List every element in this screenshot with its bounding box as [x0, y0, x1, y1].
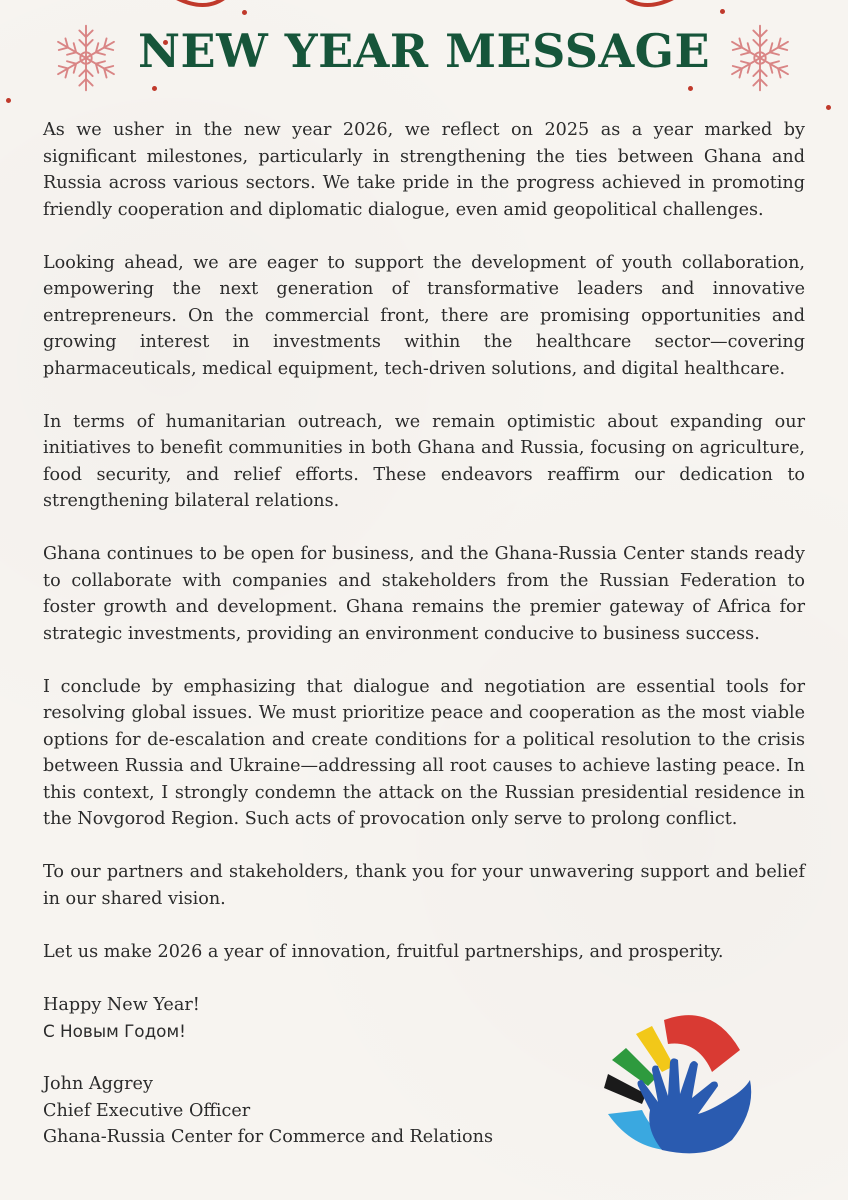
paragraph-reflection: As we usher in the new year 2026, we reflect on 2025 as a year marked by significant milestones, particularly in strengthening the ties between Ghana and Russia across various sectors. We take pride in the progress achieved in promoting friendly cooperation and diplomatic dialogue, even amid geopolitical challenges. — [43, 120, 805, 220]
greeting-english: Happy New Year! — [43, 994, 200, 1015]
paragraph-closing: Let us make 2026 a year of innovation, fruitful partnerships, and prosperity. — [43, 941, 724, 962]
signatory-role: Chief Executive Officer — [43, 1100, 251, 1121]
decor-dot — [152, 86, 157, 91]
page-title: NEW YEAR MESSAGE — [137, 24, 711, 78]
decor-dot — [826, 105, 831, 110]
paragraph-humanitarian: In terms of humanitarian outreach, we remain optimistic about expanding our initiatives to benefit communities in both Ghana and Russia, focusing on agriculture, food security, and relief efforts. These endeavors reaffirm our dedication to strengthening bilateral relations. — [43, 411, 805, 511]
paragraph-outlook: Looking ahead, we are eager to support the development of youth collaboration, empowering the next generation of transformative leaders and innovative entrepreneurs. On the commercial front, there are promising opportunities and growing interest in investments within the healthcare sector—covering pharmaceuticals, medical equipment, tech-driven solutions, and digital healthcare. — [43, 252, 805, 379]
signatory-organization: Ghana-Russia Center for Commerce and Relations — [43, 1127, 493, 1147]
organization-logo — [602, 1010, 754, 1162]
paragraph-business: Ghana continues to be open for business, and the Ghana-Russia Center stands ready to collaborate with companies and stakeholders from the Russian Federation to foster growth and development. Ghana remains the premier gateway of Africa for strategic investments, providing an environment conducive to business success. — [43, 544, 805, 644]
greeting-russian: С Новым Годом! — [43, 1021, 186, 1041]
paragraph-conclusion: I conclude by emphasizing that dialogue and negotiation are essential tools for resolving global issues. We must prioritize peace and cooperation as the most viable options for de-escalation and create conditions for a political resolution to the crisis between Russia and Ukraine—addressing all root causes to achieve lasting peace. In this context, I strongly condemn the attack on the Russian presidential residence in the Novgorod Region. Such acts of provocation only serve to prolong conflict. — [43, 676, 805, 829]
decor-dot — [720, 9, 725, 14]
decor-dot — [688, 86, 693, 91]
decor-dot — [242, 10, 247, 15]
signatory-name: John Aggrey — [43, 1074, 153, 1094]
decor-dot — [6, 98, 11, 103]
letter-body — [43, 117, 805, 1151]
paragraph-thanks: To our partners and stakeholders, thank you for your unwavering support and belief in our shared vision. — [43, 862, 805, 909]
